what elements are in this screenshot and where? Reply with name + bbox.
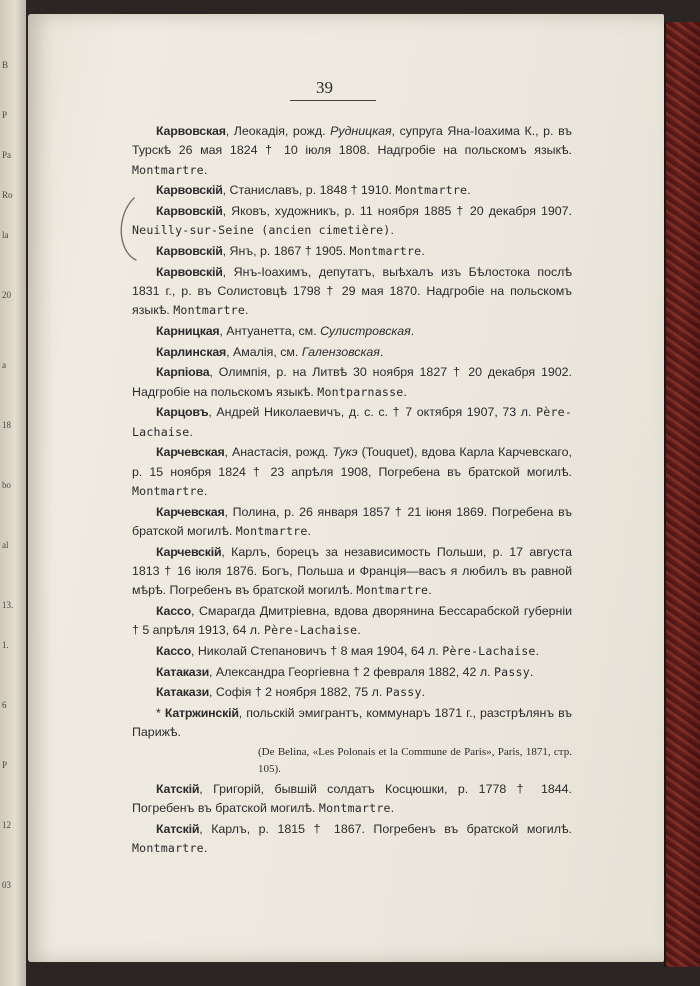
entry bbox=[132, 263, 572, 321]
entry-surname: Карчевская bbox=[156, 504, 225, 519]
entry-text: . bbox=[467, 183, 471, 198]
entry-surname: Катакази bbox=[156, 685, 209, 700]
entry-surname: Карвовскій bbox=[156, 204, 223, 218]
entry bbox=[132, 443, 572, 501]
facing-page-fragment: 20 bbox=[2, 290, 11, 300]
cemetery-name: Montmartre bbox=[356, 583, 429, 598]
cemetery-name: Père-Lachaise bbox=[442, 644, 536, 658]
cemetery-name: Montmartre bbox=[132, 162, 204, 177]
facing-page-fragment: P bbox=[2, 760, 8, 770]
entry-text: , Софія † 2 ноября 1882, 75 л. bbox=[209, 685, 386, 700]
entry-text: , Янъ, р. 1867 † 1905. bbox=[222, 244, 350, 258]
entry-text: * bbox=[156, 705, 165, 720]
cemetery-name: Passy bbox=[385, 685, 422, 700]
facing-page-fragment: al bbox=[2, 540, 9, 550]
cemetery-name: Neuilly-sur-Seine (ancien cimetière) bbox=[132, 223, 391, 238]
entry-surname: Карлинская bbox=[156, 344, 227, 359]
entry-text: , Янъ-Іоахимъ, депутатъ, выѣхалъ изъ Бѣлостока послѣ 1831 г., р. въ Солистовцѣ 1798 † 29 мая 1870. Надгробіе на польскомъ языкѣ. bbox=[132, 264, 572, 318]
entry-text: , супруга Яна-Іоахима К., р. въ Турскѣ 26 мая 1824 † 10 іюля 1808. Надгробіе на польскомъ языкѣ. bbox=[132, 124, 572, 158]
cemetery-name: Montmartre bbox=[318, 801, 391, 816]
book-page bbox=[28, 14, 664, 962]
marbled-binding bbox=[664, 22, 700, 967]
entry bbox=[132, 780, 572, 819]
cross-reference: Тукэ bbox=[332, 445, 358, 460]
entry-surname: Карвовская bbox=[156, 124, 226, 138]
cemetery-name: Montparnasse bbox=[317, 384, 404, 399]
cemetery-name: Père-Lachaise bbox=[132, 405, 572, 439]
cemetery-name: Montmartre bbox=[395, 183, 468, 198]
entry-text: , Карлъ, борецъ за независимость Польши, р. 17 августа 1813 † 16 іюля 1876. Богъ, Польша и Франція—васъ я любилъ въ равной мѣрѣ. Погребенъ въ братской могилѣ. bbox=[132, 544, 572, 598]
entry-text: , Леокадія, рожд. bbox=[225, 124, 331, 138]
cemetery-name: Montmartre bbox=[132, 841, 204, 856]
facing-page-fragment: Pa bbox=[2, 150, 11, 160]
entry-text: , Олимпія, р. на Литвѣ 30 ноября 1827 † 20 декабря 1902. Надгробіе на польскомъ языкѣ. bbox=[132, 365, 572, 399]
entry bbox=[132, 363, 572, 402]
cemetery-name: Montmartre bbox=[132, 484, 204, 498]
entry-text: . bbox=[410, 324, 415, 338]
entry-text: . bbox=[529, 664, 534, 679]
entry-surname: Кассо bbox=[156, 604, 191, 618]
entry-text: (Touquet), вдова Карла Карчевскаго, р. 15 ноября 1824 † 23 апрѣля 1908, Погребена въ братской могилѣ. bbox=[132, 445, 572, 479]
entry bbox=[132, 322, 572, 341]
entry bbox=[132, 181, 572, 200]
entry bbox=[132, 202, 572, 241]
entry-surname: Кассо bbox=[156, 644, 191, 658]
entry-text: . bbox=[357, 623, 361, 638]
entry-text: , Яковъ, художникъ, р. 11 ноября 1885 † 20 декабря 1907. bbox=[222, 204, 572, 218]
entry-surname: Катскій bbox=[156, 821, 200, 836]
entry-surname: Карпіова bbox=[156, 365, 210, 380]
entry-surname: Карцовъ bbox=[156, 405, 209, 420]
entry-text: , польскій эмигрантъ, коммунаръ 1871 г., разстрѣлянъ въ Парижѣ. bbox=[132, 705, 572, 740]
cross-reference: Рудницкая bbox=[330, 124, 392, 138]
entry-text: . bbox=[379, 344, 384, 359]
facing-page-fragment: B bbox=[2, 60, 9, 70]
entry-text: . bbox=[535, 644, 540, 658]
cross-reference: Сулистровская bbox=[320, 324, 411, 338]
facing-page-fragment: 18 bbox=[2, 420, 11, 430]
facing-page-fragment: Ro bbox=[2, 190, 13, 200]
entry-text: . bbox=[390, 801, 395, 816]
entry-text: . bbox=[245, 303, 249, 318]
entry bbox=[132, 820, 572, 859]
entry bbox=[132, 503, 572, 542]
facing-page-fragment: 12 bbox=[2, 820, 11, 830]
entry bbox=[132, 242, 572, 261]
entry bbox=[132, 343, 572, 362]
entry-surname: Катржинскій bbox=[164, 705, 239, 720]
entry bbox=[132, 704, 572, 743]
entry bbox=[132, 602, 572, 641]
entry bbox=[132, 683, 572, 702]
entry-text: , Амалія, см. bbox=[226, 344, 302, 359]
facing-page-fragment: bo bbox=[2, 480, 11, 490]
facing-page-fragment: P bbox=[2, 110, 8, 120]
cemetery-name: Montmartre bbox=[235, 524, 308, 538]
entry-list bbox=[132, 122, 572, 860]
cemetery-name: Passy bbox=[493, 664, 530, 679]
entry-text: . bbox=[421, 685, 426, 700]
entry-text: , Смарагда Дмитріевна, вдова дворянина Бессарабской губерніи † 5 апрѣля 1913, 64 л. bbox=[132, 604, 572, 638]
entry-surname: Карчевскій bbox=[156, 544, 222, 559]
citation: (De Belina, «Les Polonais et la Commune de Paris», Paris, 1871, стр. 105). bbox=[258, 745, 572, 775]
cemetery-name: Montmartre bbox=[173, 303, 246, 318]
entry-surname: Карвовскій bbox=[156, 183, 223, 198]
entry bbox=[132, 403, 572, 442]
entry-text: . bbox=[203, 484, 208, 498]
entry-surname: Карчевская bbox=[156, 445, 225, 460]
entry-text: , Николай Степановичъ † 8 мая 1904, 64 л. bbox=[190, 644, 443, 658]
page-number-rule bbox=[290, 100, 376, 101]
facing-page-fragment: 03 bbox=[2, 880, 11, 890]
entry-surname: Карвовскій bbox=[156, 244, 223, 258]
cemetery-name: Montmartre bbox=[349, 244, 422, 258]
entry-text: , Андрей Николаевичъ, д. с. с. † 7 октября 1907, 73 л. bbox=[208, 405, 537, 420]
entry-surname: Карницкая bbox=[156, 324, 220, 338]
entry bbox=[132, 122, 572, 180]
entry-text: . bbox=[403, 384, 407, 399]
facing-page-fragment: a bbox=[2, 360, 6, 370]
entry-text: , Станиславъ, р. 1848 † 1910. bbox=[222, 183, 396, 198]
facing-page-fragment: 13. bbox=[2, 600, 14, 610]
page-number: 39 bbox=[316, 78, 333, 97]
facing-page-edge bbox=[0, 0, 26, 986]
entry bbox=[132, 543, 572, 601]
entry-text: . bbox=[307, 524, 311, 538]
entry-text: . bbox=[421, 244, 425, 258]
entry-text: . bbox=[203, 841, 208, 856]
entry-text: . bbox=[203, 162, 208, 177]
entry-text: , Анастасія, рожд. bbox=[224, 445, 333, 460]
entry-surname: Катакази bbox=[156, 664, 209, 679]
entry bbox=[132, 642, 572, 661]
entry-surname: Карвовскій bbox=[156, 264, 223, 279]
entry-text: , Григорій, бывшій солдатъ Косцюшки, р. 1778 † 1844. Погребенъ въ братской могилѣ. bbox=[132, 781, 572, 816]
entry-text: , Александра Георгіевна † 2 февраля 1882, 42 л. bbox=[209, 664, 494, 679]
facing-page-fragment: 1. bbox=[2, 640, 9, 650]
entry-text: , Карлъ, р. 1815 † 1867. Погребенъ въ братской могилѣ. bbox=[199, 821, 572, 836]
facing-page-fragment: la bbox=[2, 230, 9, 240]
entry-text: , Антуанетта, см. bbox=[219, 324, 321, 338]
entry-text: . bbox=[428, 583, 432, 598]
entry-text: . bbox=[390, 223, 394, 238]
cross-reference: Галензовская bbox=[301, 344, 380, 359]
entry-text: , Полина, р. 26 января 1857 † 21 іюня 1869. Погребена въ братской могилѣ. bbox=[132, 504, 572, 538]
entry-surname: Катскій bbox=[156, 781, 200, 796]
facing-page-fragment: 6 bbox=[2, 700, 7, 710]
entry-text: . bbox=[189, 424, 193, 439]
cemetery-name: Père-Lachaise bbox=[263, 623, 358, 638]
entry bbox=[132, 663, 572, 682]
